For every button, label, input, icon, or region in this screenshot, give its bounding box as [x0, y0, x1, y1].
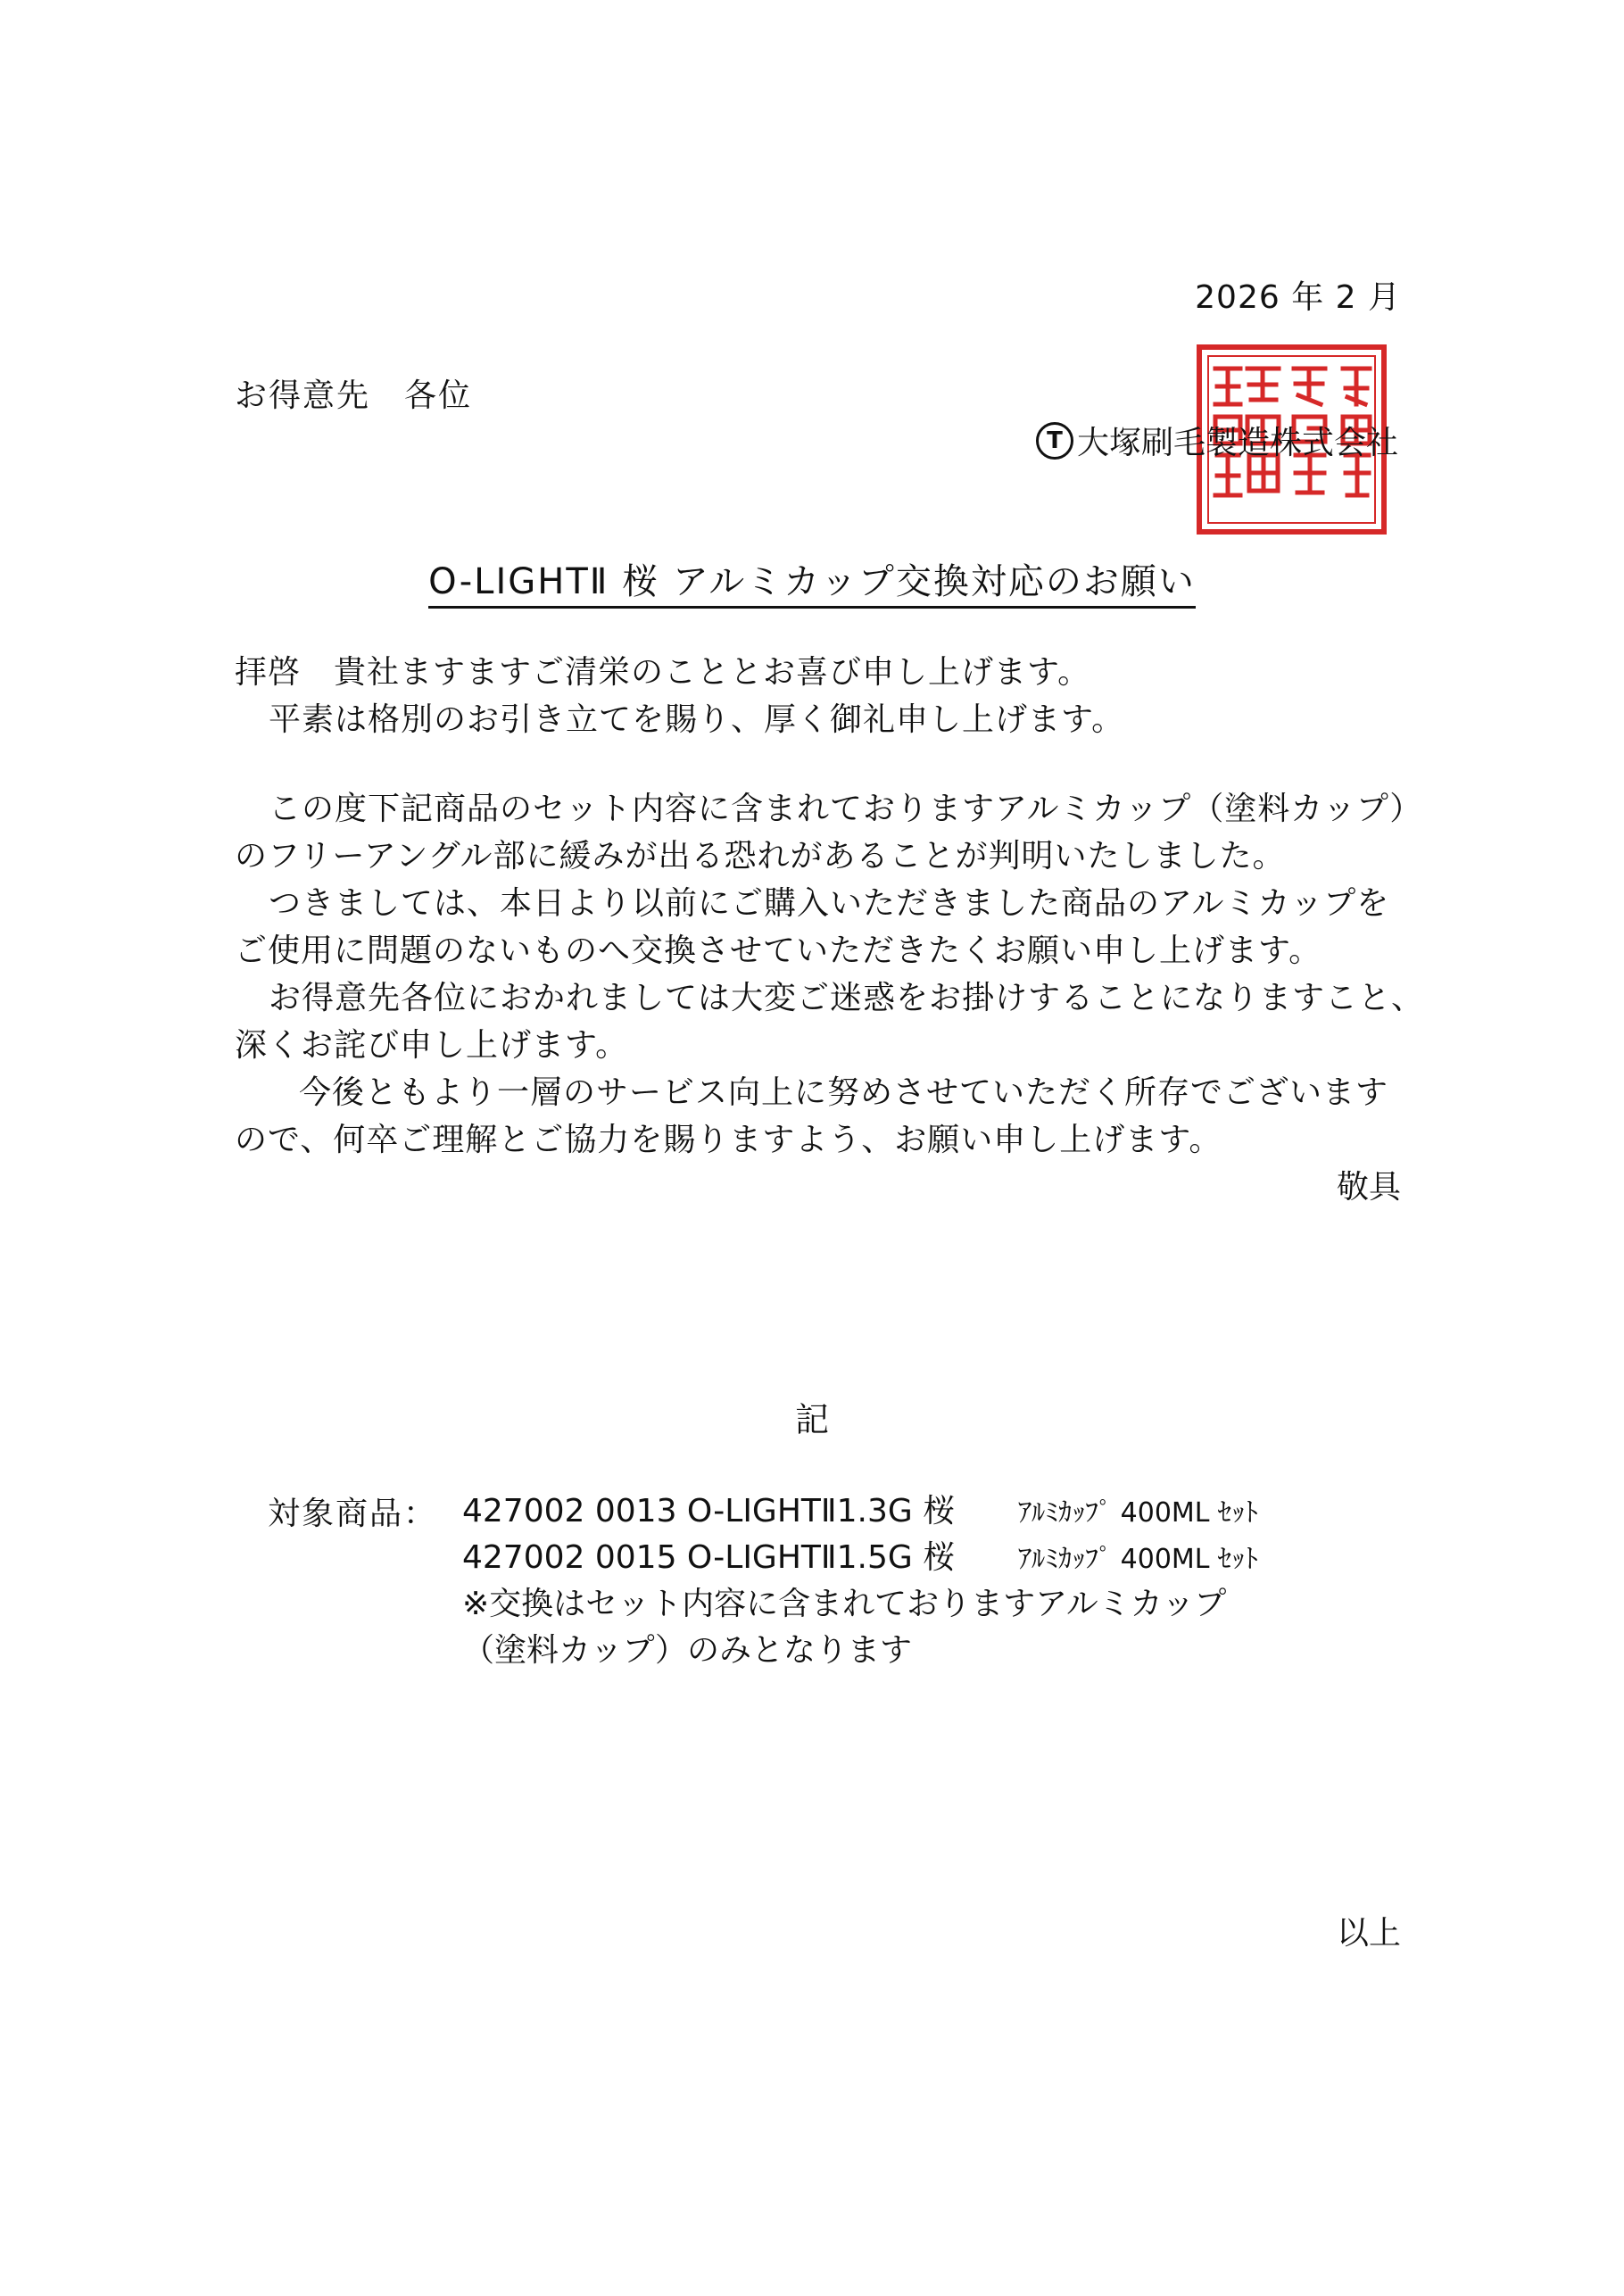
letter-title-text: O-LIGHTⅡ 桜 アルミカップ交換対応のお願い	[428, 561, 1196, 609]
greeting-line: 平素は格別のお引き立てを賜り、厚く御礼申し上げます。	[269, 701, 1125, 738]
greeting-block	[235, 649, 1404, 743]
closing-keigu: 敬具	[1336, 1169, 1401, 1206]
company-logo-icon: T	[1036, 422, 1073, 460]
letter-title	[0, 553, 1624, 604]
body-line: ので、何卒ご理解とご協力を賜りますよう、お願い申し上げます。	[235, 1122, 1222, 1158]
target-list	[462, 1488, 1258, 1674]
target-note-line: ※交換はセット内容に含まれておりますアルミカップ	[462, 1586, 1227, 1622]
target-item-desc: ｱﾙﾐｶｯﾌﾟ 400ML ｾｯﾄ	[1018, 1544, 1259, 1575]
target-note-line: （塗料カップ）のみとなります	[462, 1632, 913, 1669]
body-line: この度下記商品のセット内容に含まれておりますアルミカップ（塗料カップ）	[269, 791, 1423, 827]
ki-heading: 記	[794, 1400, 829, 1439]
target-item-code: 427002 0013 O-LIGHTⅡ1.3G 桜	[462, 1493, 956, 1529]
target-label: 対象商品：	[268, 1496, 438, 1532]
body-line: 今後ともより一層のサービス向上に努めさせていただく所存でございます	[299, 1074, 1389, 1111]
body-line: のフリーアングル部に緩みが出る恐れがあることが判明いたしました。	[235, 838, 1286, 874]
sender-company-name: 大塚刷毛製造株式会社	[1076, 425, 1398, 461]
target-item	[462, 1488, 1258, 1535]
target-item	[462, 1535, 1258, 1581]
recipient: お得意先 各位	[235, 377, 473, 414]
body-block	[235, 785, 1425, 1164]
target-item-desc: ｱﾙﾐｶｯﾌﾟ 400ML ｾｯﾄ	[1018, 1497, 1259, 1529]
greeting-line: 拝啓 貴社ますますご清栄のこととお喜び申し上げます。	[235, 654, 1091, 691]
end-ijo: 以上	[1336, 1915, 1401, 1952]
target-item-code: 427002 0015 O-LIGHTⅡ1.5G 桜	[462, 1539, 956, 1576]
body-line: お得意先各位におかれましては大変ご迷惑をお掛けすることになりますこと、	[269, 980, 1425, 1016]
body-line: つきましては、本日より以前にご購入いただきました商品のアルミカップを	[269, 885, 1390, 922]
body-line: 深くお詫び申し上げます。	[235, 1027, 629, 1064]
letter-date: 2026 年 2 月	[1195, 279, 1401, 316]
body-line: ご使用に問題のないものへ交換させていただきたくお願い申し上げます。	[235, 932, 1322, 969]
sender-company	[1036, 418, 1398, 463]
